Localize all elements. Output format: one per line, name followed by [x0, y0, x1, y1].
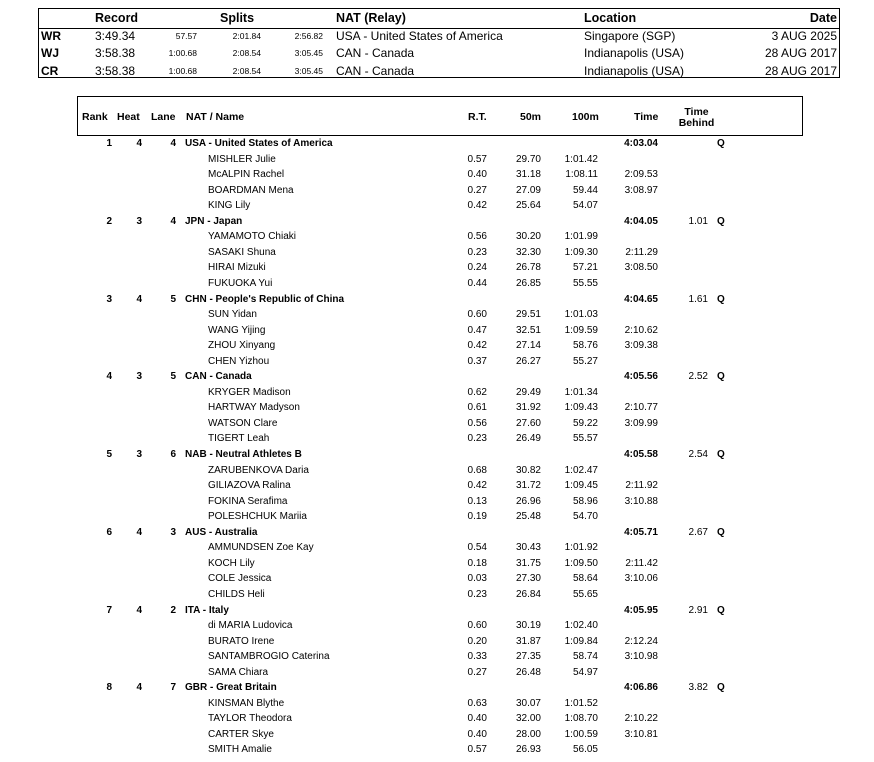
record-split-1: 1:00.68	[168, 66, 197, 76]
swimmer-name: McALPIN Rachel	[208, 169, 285, 181]
split-50m: 27.09	[515, 184, 541, 196]
team-nat: CHN - People's Republic of China	[185, 293, 345, 305]
team-heat: 4	[136, 293, 142, 305]
split-100m: 1:09.50	[564, 557, 598, 569]
record-split-2: 2:08.54	[232, 48, 261, 58]
reaction-time: 0.13	[467, 495, 487, 507]
swimmer-name: COLE Jessica	[208, 573, 272, 585]
col-100m: 100m	[572, 111, 599, 123]
swimmer-name: KING Lily	[208, 200, 251, 212]
cumulative-split: 3:09.99	[624, 417, 658, 429]
col-nat-name: NAT / Name	[186, 111, 245, 123]
team-time: 4:03.04	[624, 138, 658, 149]
col-time-behind-1: Time	[684, 106, 709, 118]
swimmer-row	[0, 167, 874, 182]
team-row	[0, 369, 874, 384]
col-heat: Heat	[117, 111, 140, 123]
swimmer-name: CARTER Skye	[208, 728, 274, 740]
record-split-1: 1:00.68	[168, 48, 197, 58]
swimmer-name: TIGERT Leah	[208, 433, 270, 445]
team-lane: 5	[170, 371, 176, 383]
team-time: 4:05.58	[624, 449, 658, 460]
swimmer-row	[0, 400, 874, 415]
swimmer-name: SAMA Chiara	[208, 666, 269, 678]
reaction-time: 0.47	[467, 324, 487, 336]
swimmer-row	[0, 431, 874, 446]
team-row	[0, 447, 874, 462]
team-row	[0, 214, 874, 229]
split-50m: 32.00	[515, 713, 541, 725]
reaction-time: 0.56	[467, 417, 487, 429]
swimmer-row	[0, 556, 874, 571]
split-100m: 1:08.11	[565, 169, 598, 181]
record-location: Indianapolis (USA)	[584, 46, 685, 60]
qualified-badge: Q	[717, 604, 725, 616]
swimmer-row	[0, 634, 874, 649]
swimmer-name: GILIAZOVA Ralina	[208, 480, 291, 492]
reaction-time: 0.27	[467, 666, 487, 678]
team-heat: 4	[136, 138, 142, 149]
record-nat: USA - United States of America	[336, 29, 503, 43]
reaction-time: 0.57	[467, 153, 487, 165]
swimmer-row	[0, 229, 874, 244]
split-50m: 27.35	[515, 651, 541, 663]
swimmer-row	[0, 711, 874, 726]
swimmer-row	[0, 338, 874, 353]
records-header-date: Date	[809, 11, 837, 25]
swimmer-row	[0, 696, 874, 711]
team-lane: 5	[170, 293, 176, 305]
cumulative-split: 3:08.97	[624, 184, 658, 196]
reaction-time: 0.56	[467, 231, 487, 243]
team-rank: 5	[106, 449, 112, 460]
records-header-splits: Splits	[220, 11, 255, 25]
split-100m: 54.97	[572, 666, 598, 678]
swimmer-row	[0, 742, 874, 757]
results-header	[77, 96, 803, 136]
cumulative-split: 3:10.81	[624, 728, 658, 740]
split-50m: 32.51	[515, 324, 541, 336]
record-row	[39, 63, 839, 80]
swimmer-row	[0, 463, 874, 478]
split-100m: 56.05	[572, 744, 598, 756]
col-time-behind-2: Behind	[678, 117, 715, 129]
team-rank: 4	[106, 371, 112, 383]
team-time: 4:04.65	[624, 293, 658, 305]
split-50m: 25.64	[515, 200, 541, 212]
swimmer-row	[0, 665, 874, 680]
reaction-time: 0.63	[467, 697, 487, 709]
reaction-time: 0.40	[467, 728, 487, 740]
split-50m: 29.70	[515, 153, 541, 165]
record-split-3: 3:05.45	[294, 66, 323, 76]
swimmer-name: POLESHCHUK Mariia	[208, 511, 307, 523]
team-row	[0, 603, 874, 618]
swimmer-row	[0, 307, 874, 322]
split-50m: 30.07	[515, 697, 541, 709]
swimmer-row	[0, 727, 874, 742]
swimmer-name: KOCH Lily	[208, 557, 255, 569]
record-location: Indianapolis (USA)	[584, 64, 685, 78]
reaction-time: 0.03	[467, 573, 487, 585]
record-split-1: 57.57	[175, 31, 197, 41]
swimmer-row	[0, 276, 874, 291]
split-50m: 28.00	[515, 728, 541, 740]
swimmer-name: TAYLOR Theodora	[208, 713, 292, 725]
split-50m: 26.84	[515, 588, 541, 600]
swimmer-row	[0, 478, 874, 493]
qualified-badge: Q	[717, 449, 725, 460]
split-50m: 26.93	[515, 744, 541, 756]
split-100m: 59.44	[572, 184, 598, 196]
team-nat: ITA - Italy	[185, 604, 229, 616]
swimmer-name: WANG Yijing	[208, 324, 266, 336]
swimmer-name: YAMAMOTO Chiaki	[208, 231, 296, 243]
split-100m: 1:09.45	[564, 480, 598, 492]
team-heat: 3	[136, 371, 142, 383]
split-100m: 1:01.34	[564, 386, 598, 398]
team-heat: 3	[136, 215, 142, 227]
record-time: 3:49.34	[95, 29, 136, 43]
reaction-time: 0.60	[467, 620, 487, 632]
split-50m: 25.48	[515, 511, 541, 523]
reaction-time: 0.33	[467, 651, 487, 663]
qualified-badge: Q	[717, 138, 725, 149]
team-row	[0, 136, 874, 151]
record-time: 3:58.38	[95, 64, 136, 78]
records-table	[38, 8, 840, 78]
records-header-row	[39, 9, 839, 29]
reaction-time: 0.37	[467, 355, 487, 367]
split-100m: 1:01.92	[564, 542, 598, 554]
split-50m: 31.87	[515, 635, 541, 647]
cumulative-split: 3:10.88	[624, 495, 658, 507]
team-time-behind: 1.61	[688, 293, 708, 305]
team-time-behind: 3.82	[688, 682, 708, 694]
cumulative-split: 2:10.22	[624, 713, 658, 725]
split-100m: 1:01.52	[564, 697, 598, 709]
cumulative-split: 3:10.98	[624, 651, 658, 663]
team-lane: 4	[170, 138, 176, 149]
split-50m: 26.96	[515, 495, 541, 507]
swimmer-row	[0, 245, 874, 260]
swimmer-name: KINSMAN Blythe	[208, 697, 285, 709]
team-rank: 1	[106, 138, 112, 149]
split-100m: 55.55	[572, 277, 598, 289]
team-time: 4:05.95	[624, 604, 658, 616]
swimmer-row	[0, 571, 874, 586]
reaction-time: 0.23	[467, 246, 487, 258]
swimmer-name: HARTWAY Madyson	[208, 402, 300, 414]
team-time-behind: 1.01	[688, 215, 708, 227]
split-100m: 1:02.40	[564, 620, 598, 632]
swimmer-row	[0, 416, 874, 431]
split-100m: 1:08.70	[564, 713, 598, 725]
reaction-time: 0.62	[467, 386, 487, 398]
record-row	[39, 45, 839, 62]
record-code: WJ	[41, 46, 59, 60]
cumulative-split: 2:11.29	[625, 246, 658, 258]
split-100m: 59.22	[572, 417, 598, 429]
team-heat: 4	[136, 682, 142, 694]
reaction-time: 0.42	[467, 480, 487, 492]
swimmer-row	[0, 618, 874, 633]
split-100m: 1:01.99	[564, 231, 598, 243]
team-lane: 7	[170, 682, 176, 694]
swimmer-name: CHILDS Heli	[208, 588, 265, 600]
split-50m: 27.30	[515, 573, 541, 585]
reaction-time: 0.40	[467, 169, 487, 181]
team-time: 4:05.71	[624, 526, 658, 538]
reaction-time: 0.44	[467, 277, 487, 289]
team-rank: 8	[106, 682, 112, 694]
split-50m: 31.75	[515, 557, 541, 569]
team-row	[0, 525, 874, 540]
split-100m: 54.70	[572, 511, 598, 523]
swimmer-name: BOARDMAN Mena	[208, 184, 294, 196]
team-nat: USA - United States of America	[185, 138, 333, 149]
cumulative-split: 2:09.53	[624, 169, 658, 181]
reaction-time: 0.61	[467, 402, 487, 414]
reaction-time: 0.20	[467, 635, 487, 647]
records-header-record: Record	[95, 11, 139, 25]
reaction-time: 0.60	[467, 309, 487, 321]
col-lane: Lane	[151, 111, 176, 123]
record-date: 28 AUG 2017	[764, 64, 837, 78]
reaction-time: 0.18	[467, 557, 487, 569]
record-location: Singapore (SGP)	[584, 29, 676, 43]
team-rank: 6	[106, 526, 112, 538]
swimmer-name: KRYGER Madison	[208, 386, 291, 398]
team-rank: 3	[106, 293, 112, 305]
cumulative-split: 2:11.92	[625, 480, 658, 492]
record-code: CR	[41, 64, 59, 78]
team-time-behind: 2.52	[688, 371, 708, 383]
swimmer-row	[0, 385, 874, 400]
swimmer-row	[0, 198, 874, 213]
cumulative-split: 3:08.50	[624, 262, 658, 274]
record-nat: CAN - Canada	[336, 46, 415, 60]
reaction-time: 0.40	[467, 713, 487, 725]
qualified-badge: Q	[717, 293, 725, 305]
split-100m: 58.64	[572, 573, 598, 585]
col-time: Time	[634, 111, 659, 123]
record-split-3: 2:56.82	[294, 31, 323, 41]
team-rank: 2	[106, 215, 112, 227]
reaction-time: 0.42	[467, 200, 487, 212]
qualified-badge: Q	[717, 526, 725, 538]
split-50m: 32.30	[515, 246, 541, 258]
swimmer-row	[0, 260, 874, 275]
split-100m: 1:09.84	[564, 635, 598, 647]
team-nat: AUS - Australia	[185, 526, 258, 538]
split-100m: 55.57	[572, 433, 598, 445]
split-50m: 31.92	[515, 402, 541, 414]
swimmer-name: FUKUOKA Yui	[208, 277, 273, 289]
split-100m: 1:01.42	[564, 153, 598, 165]
reaction-time: 0.19	[467, 511, 487, 523]
team-nat: NAB - Neutral Athletes B	[185, 449, 302, 460]
cumulative-split: 2:11.42	[625, 557, 658, 569]
swimmer-name: SASAKI Shuna	[208, 246, 276, 258]
cumulative-split: 3:10.06	[624, 573, 658, 585]
swimmer-row	[0, 509, 874, 524]
split-100m: 1:00.59	[564, 728, 598, 740]
split-100m: 1:09.59	[564, 324, 598, 336]
split-50m: 30.19	[515, 620, 541, 632]
team-time: 4:06.86	[624, 682, 658, 694]
reaction-time: 0.24	[467, 262, 487, 274]
record-time: 3:58.38	[95, 46, 136, 60]
swimmer-row	[0, 494, 874, 509]
split-50m: 31.18	[515, 169, 541, 181]
split-100m: 54.07	[572, 200, 598, 212]
swimmer-name: SANTAMBROGIO Caterina	[208, 651, 330, 663]
split-100m: 58.96	[572, 495, 598, 507]
split-100m: 58.74	[572, 651, 598, 663]
swimmer-name: CHEN Yizhou	[208, 355, 270, 367]
team-time: 4:04.05	[624, 215, 658, 227]
record-split-3: 3:05.45	[294, 48, 323, 58]
team-heat: 4	[136, 604, 142, 616]
split-50m: 30.82	[515, 464, 541, 476]
swimmer-row	[0, 323, 874, 338]
swimmer-row	[0, 183, 874, 198]
record-date: 28 AUG 2017	[764, 46, 837, 60]
split-50m: 26.85	[515, 277, 541, 289]
split-50m: 27.60	[515, 417, 541, 429]
col-rank: Rank	[82, 111, 108, 123]
swimmer-row	[0, 540, 874, 555]
split-50m: 26.48	[515, 666, 541, 678]
qualified-badge: Q	[717, 371, 725, 383]
qualified-badge: Q	[717, 215, 725, 227]
split-50m: 26.27	[515, 355, 541, 367]
team-lane: 4	[170, 215, 176, 227]
split-50m: 30.20	[515, 231, 541, 243]
record-code: WR	[41, 29, 61, 43]
swimmer-name: ZARUBENKOVA Daria	[208, 464, 309, 476]
split-100m: 1:02.47	[564, 464, 598, 476]
swimmer-name: WATSON Clare	[208, 417, 278, 429]
col-50m: 50m	[520, 111, 542, 123]
team-lane: 6	[170, 449, 176, 460]
team-rank: 7	[106, 604, 112, 616]
team-time-behind: 2.67	[688, 526, 708, 538]
team-lane: 3	[170, 526, 176, 538]
cumulative-split: 2:10.62	[624, 324, 658, 336]
reaction-time: 0.23	[467, 433, 487, 445]
swimmer-name: FOKINA Serafima	[208, 495, 288, 507]
team-nat: JPN - Japan	[185, 215, 243, 227]
record-row	[39, 28, 839, 45]
cumulative-split: 2:12.24	[624, 635, 658, 647]
split-100m: 58.76	[572, 340, 598, 352]
records-header-location: Location	[584, 11, 637, 25]
team-time-behind: 2.91	[688, 604, 708, 616]
team-time-behind: 2.54	[688, 449, 708, 460]
record-split-2: 2:01.84	[232, 31, 261, 41]
swimmer-row	[0, 152, 874, 167]
swimmer-name: ZHOU Xinyang	[208, 340, 276, 352]
split-100m: 55.27	[572, 355, 598, 367]
records-header-nat: NAT (Relay)	[336, 11, 406, 25]
team-time: 4:05.56	[624, 371, 658, 383]
swimmer-name: AMMUNDSEN Zoe Kay	[208, 542, 314, 554]
swimmer-row	[0, 354, 874, 369]
team-heat: 4	[136, 526, 142, 538]
split-50m: 29.51	[515, 309, 541, 321]
team-nat: CAN - Canada	[185, 371, 252, 383]
split-50m: 27.14	[515, 340, 541, 352]
split-100m: 1:09.30	[564, 246, 598, 258]
swimmer-name: HIRAI Mizuki	[208, 262, 266, 274]
split-50m: 26.78	[515, 262, 541, 274]
split-50m: 31.72	[515, 480, 541, 492]
reaction-time: 0.57	[467, 744, 487, 756]
cumulative-split: 3:09.38	[624, 340, 658, 352]
split-100m: 57.21	[572, 262, 598, 274]
split-50m: 26.49	[515, 433, 541, 445]
swimmer-name: SMITH Amalie	[208, 744, 272, 756]
swimmer-name: di MARIA Ludovica	[208, 620, 293, 632]
swimmer-name: MISHLER Julie	[208, 153, 276, 165]
swimmer-name: BURATO Irene	[208, 635, 275, 647]
reaction-time: 0.27	[467, 184, 487, 196]
reaction-time: 0.42	[467, 340, 487, 352]
team-row	[0, 680, 874, 695]
swimmer-row	[0, 587, 874, 602]
swimmer-name: SUN Yidan	[208, 309, 257, 321]
reaction-time: 0.23	[467, 588, 487, 600]
record-date: 3 AUG 2025	[771, 29, 837, 43]
cumulative-split: 2:10.77	[624, 402, 658, 414]
reaction-time: 0.68	[467, 464, 487, 476]
split-100m: 1:09.43	[564, 402, 598, 414]
team-lane: 2	[170, 604, 176, 616]
team-row	[0, 292, 874, 307]
team-nat: GBR - Great Britain	[185, 682, 277, 694]
swimmer-row	[0, 649, 874, 664]
record-nat: CAN - Canada	[336, 64, 415, 78]
split-50m: 30.43	[515, 542, 541, 554]
split-50m: 29.49	[515, 386, 541, 398]
col-rt: R.T.	[468, 111, 487, 123]
record-split-2: 2:08.54	[232, 66, 261, 76]
reaction-time: 0.54	[467, 542, 487, 554]
split-100m: 1:01.03	[564, 309, 598, 321]
team-heat: 3	[136, 449, 142, 460]
qualified-badge: Q	[717, 682, 725, 694]
split-100m: 55.65	[572, 588, 598, 600]
